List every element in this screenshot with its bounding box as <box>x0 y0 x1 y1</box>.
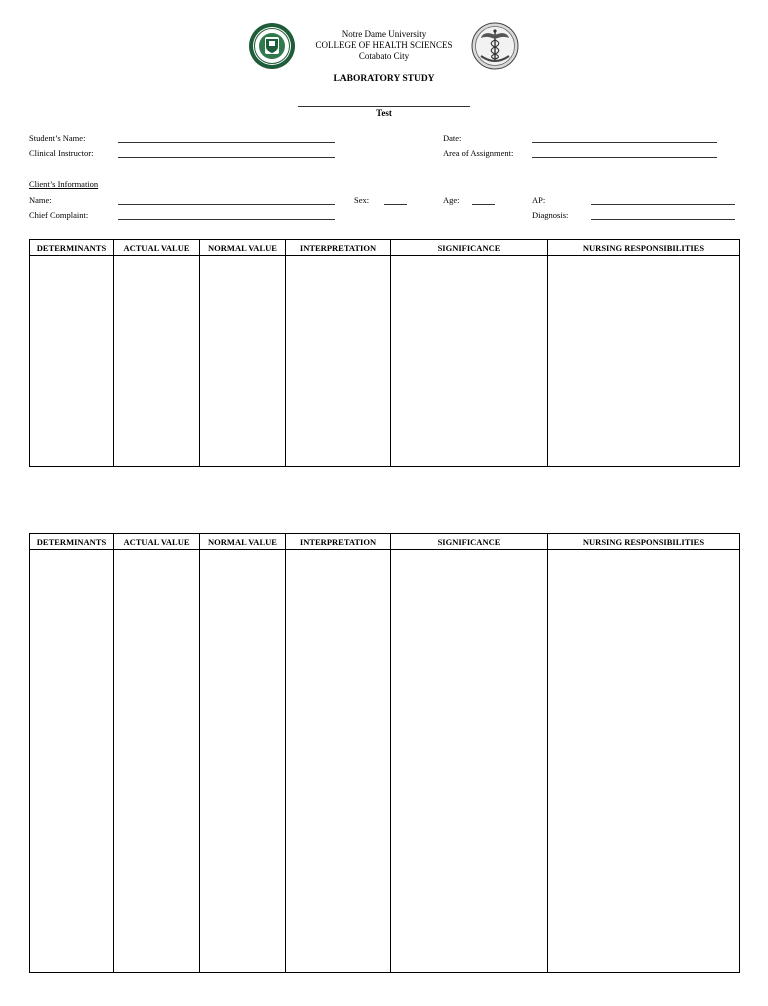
client-name-label: Name: <box>29 195 52 205</box>
chief-complaint-field[interactable] <box>118 219 335 220</box>
lab-table-2 <box>29 533 740 973</box>
normal-value-cell[interactable] <box>200 256 286 467</box>
age-label: Age: <box>443 195 460 205</box>
test-name-line <box>298 106 470 107</box>
sex-label: Sex: <box>354 195 370 205</box>
table-header-row <box>30 534 740 550</box>
column-header-significance: SIGNIFICANCE <box>391 240 548 256</box>
diagnosis-label: Diagnosis: <box>532 210 569 220</box>
column-header-actual-value: ACTUAL VALUE <box>114 534 200 550</box>
actual-value-cell[interactable] <box>114 550 200 973</box>
student-name-label: Student’s Name: <box>29 133 86 143</box>
determinants-cell[interactable] <box>30 256 114 467</box>
college-name: COLLEGE OF HEALTH SCIENCES <box>315 40 453 50</box>
age-field[interactable] <box>472 204 495 205</box>
caduceus-seal-icon <box>471 22 519 70</box>
determinants-cell[interactable] <box>30 550 114 973</box>
column-header-interpretation: INTERPRETATION <box>286 240 391 256</box>
diagnosis-field[interactable] <box>591 219 735 220</box>
column-header-nursing-responsibilities: NURSING RESPONSIBILITIES <box>548 240 740 256</box>
column-header-nursing-responsibilities: NURSING RESPONSIBILITIES <box>548 534 740 550</box>
nursing-responsibilities-cell[interactable] <box>548 256 740 467</box>
area-of-assignment-field[interactable] <box>532 157 717 158</box>
significance-cell[interactable] <box>391 550 548 973</box>
table-header-row <box>30 240 740 256</box>
significance-cell[interactable] <box>391 256 548 467</box>
column-header-determinants: DETERMINANTS <box>30 534 114 550</box>
client-info-heading: Client’s Information <box>29 179 99 189</box>
test-label: Test <box>376 108 392 118</box>
area-of-assignment-label: Area of Assignment: <box>443 148 514 158</box>
column-header-actual-value: ACTUAL VALUE <box>114 240 200 256</box>
ap-field[interactable] <box>591 204 735 205</box>
column-header-interpretation: INTERPRETATION <box>286 534 391 550</box>
date-label: Date: <box>443 133 462 143</box>
client-name-field[interactable] <box>118 204 335 205</box>
interpretation-cell[interactable] <box>286 256 391 467</box>
lab-table-1 <box>29 239 740 467</box>
column-header-normal-value: NORMAL VALUE <box>200 534 286 550</box>
normal-value-cell[interactable] <box>200 550 286 973</box>
university-name: Notre Dame University <box>341 29 427 39</box>
table-row <box>30 550 740 973</box>
table-row <box>30 256 740 467</box>
clinical-instructor-label: Clinical Instructor: <box>29 148 94 158</box>
column-header-normal-value: NORMAL VALUE <box>200 240 286 256</box>
actual-value-cell[interactable] <box>114 256 200 467</box>
city-name: Cotabato City <box>358 51 410 61</box>
sex-field[interactable] <box>384 204 407 205</box>
nursing-responsibilities-cell[interactable] <box>548 550 740 973</box>
date-field[interactable] <box>532 142 717 143</box>
chief-complaint-label: Chief Complaint: <box>29 210 89 220</box>
column-header-determinants: DETERMINANTS <box>30 240 114 256</box>
interpretation-cell[interactable] <box>286 550 391 973</box>
column-header-significance: SIGNIFICANCE <box>391 534 548 550</box>
ap-label: AP: <box>532 195 546 205</box>
page-title: LABORATORY STUDY <box>333 74 435 84</box>
student-name-field[interactable] <box>118 142 335 143</box>
clinical-instructor-field[interactable] <box>118 157 335 158</box>
